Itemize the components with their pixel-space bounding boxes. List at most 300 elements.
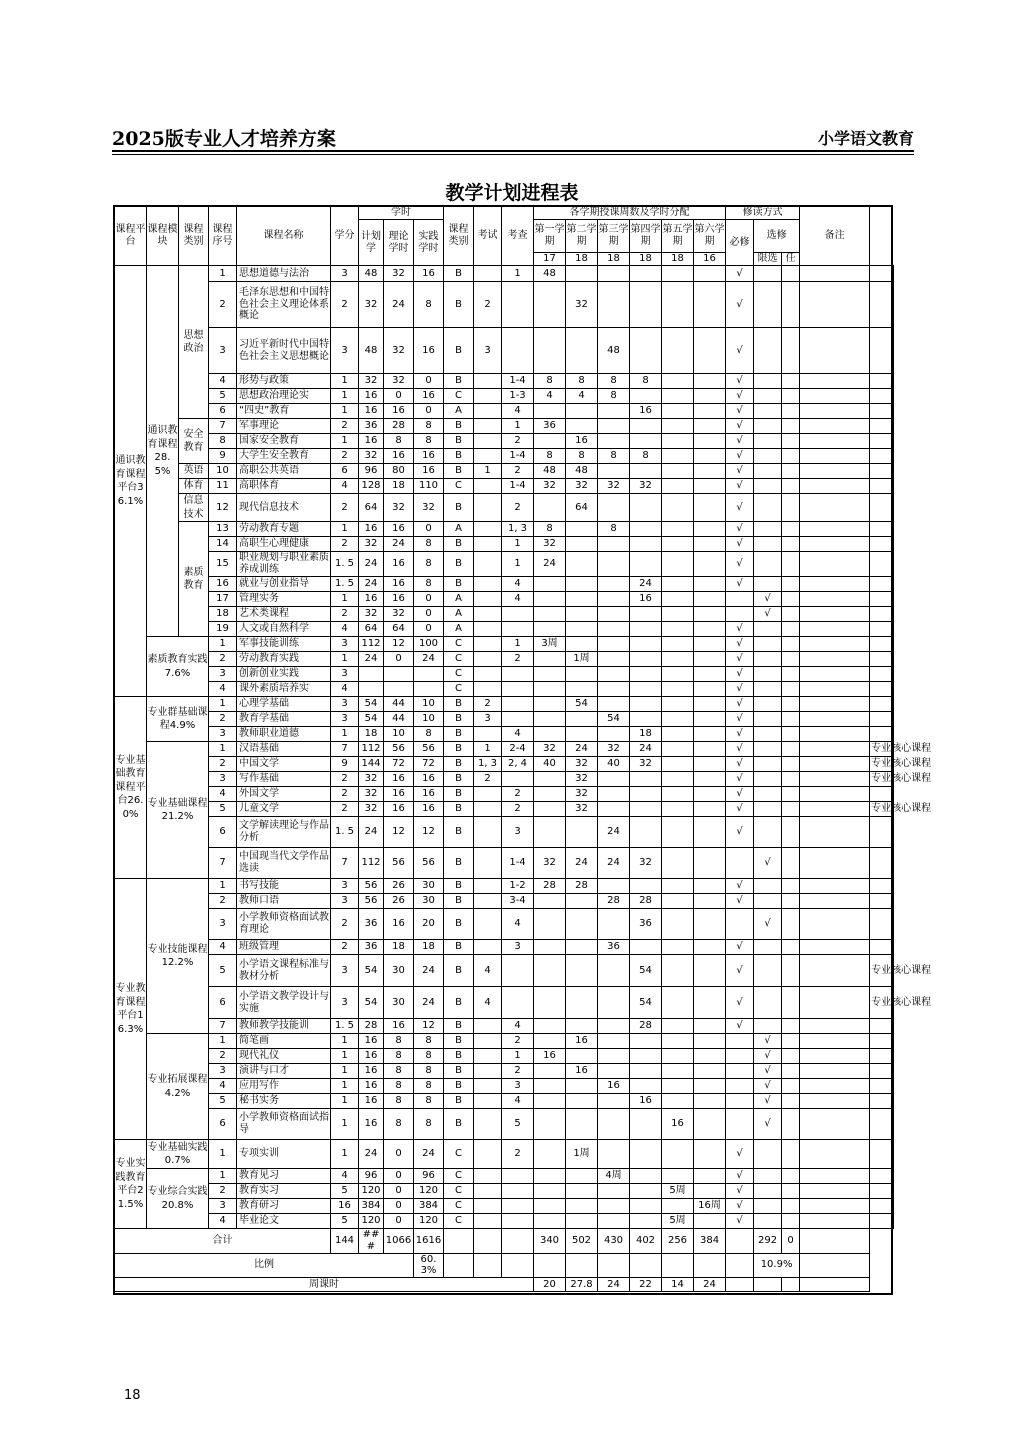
term-hours-cell [534,592,566,607]
check-mark-cell [800,328,870,374]
cell [474,577,502,592]
cell: 8 [414,1034,444,1049]
remark-cell [870,894,894,909]
table-row [115,1199,894,1214]
check-mark-cell [800,742,870,757]
cell: 0 [384,1169,414,1184]
cell: 16 [359,389,384,404]
table-row [115,607,894,622]
term-hours-cell [630,712,662,727]
course-name: 现代礼仪 [237,1049,331,1064]
term-hours-cell [598,1094,630,1109]
check-mark-cell: √ [726,802,754,817]
cell: 28 [384,419,414,434]
cell: 18 [384,940,414,955]
weekly-term: 24 [598,1278,630,1292]
hd-term: 第三学期 [598,220,630,253]
totals-credit: 144 [331,1229,359,1254]
term-hours-cell [598,592,630,607]
cell: 1 [331,404,359,419]
term-hours-cell [694,1049,726,1064]
check-mark-cell [782,1094,800,1109]
term-hours-cell [662,955,694,987]
seq-cell: 4 [209,682,237,697]
check-mark-cell [782,955,800,987]
cell: 384 [359,1199,384,1214]
check-mark-cell [754,522,782,537]
hd-any: 任 [782,253,800,266]
term-hours-cell [534,955,566,987]
term-hours-cell [566,1109,598,1140]
table-row [115,667,894,682]
check-mark-cell [726,848,754,879]
totals-any: 0 [782,1229,800,1254]
cell: 16 [359,404,384,419]
term-hours-cell [566,987,598,1019]
cell: 2 [331,537,359,552]
term-hours-cell: 32 [534,479,566,494]
cell: 2 [331,282,359,328]
check-mark-cell: √ [726,894,754,909]
check-mark-cell [782,940,800,955]
term-hours-cell [694,879,726,894]
remark-cell [870,1169,894,1184]
term-hours-cell [598,404,630,419]
cell: 16 [384,522,414,537]
check-mark-cell [782,266,800,282]
remark-cell [870,848,894,879]
cell: 1 [331,1140,359,1169]
cell: B [444,328,474,374]
term-hours-cell [694,537,726,552]
check-mark-cell [800,266,870,282]
hd-week: 17 [534,253,566,266]
check-mark-cell [782,552,800,577]
course-name: 劳动教育实践 [237,652,331,667]
course-name: 现代信息技术 [237,494,331,522]
cell: 44 [384,697,414,712]
cell [384,667,414,682]
cell: 16 [384,787,414,802]
hd-terms: 各学期授课周数及学时分配 [534,207,726,220]
cell: 24 [359,577,384,592]
cell: 2 [502,652,534,667]
term-hours-cell [598,727,630,742]
cell: 8 [414,1079,444,1094]
course-name: 儿童文学 [237,802,331,817]
term-hours-cell [598,419,630,434]
cell: 4 [502,404,534,419]
table-row [115,389,894,404]
term-hours-cell [630,1214,662,1229]
remark-cell [870,552,894,577]
check-mark-cell [754,537,782,552]
cell [474,637,502,652]
remark-cell [870,1079,894,1094]
check-mark-cell: √ [726,1169,754,1184]
check-mark-cell [782,772,800,787]
cell [474,607,502,622]
cell: 2 [331,494,359,522]
table-row [115,552,894,577]
hd-term: 第二学期 [566,220,598,253]
term-hours-cell [630,697,662,712]
cell: 3 [331,987,359,1019]
check-mark-cell [800,389,870,404]
platform-label: 专业实践教育平台21.5% [115,1140,147,1229]
term-hours-cell [534,328,566,374]
term-hours-cell [662,652,694,667]
seq-cell: 1 [209,879,237,894]
cell: 120 [414,1214,444,1229]
check-mark-cell [782,879,800,894]
check-mark-cell [726,592,754,607]
cell [474,1214,502,1229]
cell: 10 [414,712,444,727]
cell: B [444,1094,474,1109]
check-mark-cell [782,1049,800,1064]
check-mark-cell [754,266,782,282]
cell: 120 [359,1184,384,1199]
course-name: “四史”教育 [237,404,331,419]
term-hours-cell: 8 [566,449,598,464]
term-hours-cell [662,909,694,940]
check-mark-cell: √ [726,742,754,757]
term-hours-cell [662,434,694,449]
course-name: 汉语基础 [237,742,331,757]
cell [359,667,384,682]
term-hours-cell [566,727,598,742]
cell: 3 [331,879,359,894]
term-hours-cell [566,637,598,652]
cell: B [444,552,474,577]
course-name: 秘书实务 [237,1094,331,1109]
remark-cell [870,328,894,374]
course-name: 教育见习 [237,1169,331,1184]
cell: B [444,712,474,727]
term-hours-cell: 24 [598,848,630,879]
page-header [112,124,914,150]
course-name: 就业与创业指导 [237,577,331,592]
course-name: 创新创业实践 [237,667,331,682]
table-row [115,894,894,909]
term-hours-cell [662,712,694,727]
term-hours-cell [662,266,694,282]
cell [474,374,502,389]
term-hours-cell [534,802,566,817]
check-mark-cell: √ [726,434,754,449]
hd-elective: 选修 [754,220,800,253]
term-hours-cell: 28 [630,894,662,909]
remark-cell [870,494,894,522]
check-mark-cell [800,652,870,667]
hd-module: 课程模块 [147,207,179,266]
check-mark-cell [800,727,870,742]
cell [474,848,502,879]
check-mark-cell [782,494,800,522]
term-hours-cell [662,607,694,622]
cell: 0 [384,1199,414,1214]
term-hours-cell [566,404,598,419]
check-mark-cell: √ [726,374,754,389]
cell [474,419,502,434]
term-hours-cell [598,909,630,940]
cell [502,697,534,712]
term-hours-cell [630,802,662,817]
course-name: 书写技能 [237,879,331,894]
term-hours-cell [566,266,598,282]
cell: 8 [414,1109,444,1140]
cell [474,879,502,894]
remark-cell [870,1199,894,1214]
check-mark-cell [782,987,800,1019]
term-hours-cell [598,1199,630,1214]
table-row [115,1064,894,1079]
check-mark-cell: √ [754,1064,782,1079]
platform-label: 通识教育课程平台36.1% [115,266,147,697]
table-row [115,879,894,894]
term-hours-cell [662,802,694,817]
cell: 0 [384,1214,414,1229]
cell: 8 [414,537,444,552]
cell: 4 [331,1169,359,1184]
check-mark-cell: √ [726,552,754,577]
check-mark-cell: √ [726,389,754,404]
term-hours-cell: 28 [534,879,566,894]
hd-week: 16 [694,253,726,266]
course-name: 习近平新时代中国特色社会主义思想概论 [237,328,331,374]
course-name: 毛泽东思想和中国特色社会主义理论体系概论 [237,282,331,328]
remark-cell: 专业核心课程 [870,742,894,757]
cell: 16 [384,449,414,464]
table-row [115,266,894,282]
check-mark-cell [754,1169,782,1184]
term-hours-cell: 32 [630,479,662,494]
cell: B [444,464,474,479]
check-mark-cell [800,1199,870,1214]
check-mark-cell [800,879,870,894]
check-mark-cell [800,374,870,389]
check-mark-cell [782,592,800,607]
check-mark-cell [782,1034,800,1049]
cell: 32 [359,772,384,787]
cell: 2 [502,802,534,817]
course-name: 思想道德与法治 [237,266,331,282]
term-hours-cell [662,757,694,772]
term-hours-cell: 1周 [566,652,598,667]
course-name: 中国文学 [237,757,331,772]
check-mark-cell [782,1064,800,1079]
term-hours-cell: 48 [534,464,566,479]
table-row [115,1184,894,1199]
seq-cell: 13 [209,522,237,537]
cell: 1 [502,552,534,577]
check-mark-cell [800,1169,870,1184]
cell: 4 [502,577,534,592]
table-row [115,449,894,464]
term-hours-cell [630,1049,662,1064]
cell: 16 [359,1109,384,1140]
table-row [115,772,894,787]
cell: 8 [384,1109,414,1140]
cell [474,652,502,667]
totals-practice: 1616 [414,1229,444,1254]
check-mark-cell [754,802,782,817]
check-mark-cell [754,787,782,802]
check-mark-cell: √ [726,652,754,667]
hd-week: 18 [598,253,630,266]
cell: 16 [414,787,444,802]
term-hours-cell [566,909,598,940]
table-row [115,434,894,449]
module-label: 专业群基础课程4.9% [147,697,209,742]
cell: 3-4 [502,894,534,909]
hd-theory: 理论学时 [384,220,414,266]
seq-cell: 6 [209,987,237,1019]
cell: 1 [331,374,359,389]
cell: B [444,742,474,757]
course-name: 劳动教育专题 [237,522,331,537]
cell: 64 [359,622,384,637]
cell: 1. 5 [331,817,359,848]
cell [474,787,502,802]
cell [474,522,502,537]
term-hours-cell: 4周 [598,1169,630,1184]
cell: 32 [359,449,384,464]
cell: 32 [359,282,384,328]
cell: 4 [474,955,502,987]
cell: 1 [331,1034,359,1049]
cell [474,1034,502,1049]
table-row [115,1109,894,1140]
course-name: 教育实习 [237,1184,331,1199]
cell: 16 [414,449,444,464]
table-row [115,848,894,879]
cell: C [444,1140,474,1169]
term-hours-cell: 32 [534,537,566,552]
table-row [115,955,894,987]
cell: 2 [502,464,534,479]
cell [474,1094,502,1109]
weekly-label: 周课时 [115,1278,534,1292]
cell: B [444,940,474,955]
term-hours-cell [694,894,726,909]
term-hours-cell [598,667,630,682]
check-mark-cell [800,1094,870,1109]
cell: 2 [502,434,534,449]
module-label: 专业综合实践20.8% [147,1169,209,1229]
term-hours-cell: 64 [566,494,598,522]
term-hours-cell [630,1169,662,1184]
cell [414,667,444,682]
course-name: 高职生心理健康 [237,537,331,552]
term-hours-cell [694,404,726,419]
remark-cell [870,419,894,434]
totals-elective: 292 [754,1229,782,1254]
table-row [115,742,894,757]
cell: 16 [384,1019,414,1034]
hd-ctype: 课程类别 [444,207,474,266]
check-mark-cell [754,464,782,479]
cell: 48 [359,328,384,374]
check-mark-cell [726,607,754,622]
remark-cell [870,434,894,449]
cell [502,622,534,637]
term-hours-cell [694,787,726,802]
cell: 2, 4 [502,757,534,772]
term-hours-cell [630,817,662,848]
seq-cell: 3 [209,667,237,682]
course-name: 简笔画 [237,1034,331,1049]
term-hours-cell [598,682,630,697]
check-mark-cell [782,479,800,494]
cell: 16 [384,802,414,817]
cell: B [444,1049,474,1064]
course-name: 艺术类课程 [237,607,331,622]
remark-cell: 专业核心课程 [870,772,894,787]
ratio-elective: 10.9% [754,1253,800,1278]
check-mark-cell [754,622,782,637]
term-hours-cell [662,894,694,909]
term-hours-cell [662,419,694,434]
check-mark-cell: √ [726,712,754,727]
cell [474,537,502,552]
term-hours-cell [566,1094,598,1109]
cell: C [444,667,474,682]
table-row [115,697,894,712]
term-hours-cell [662,449,694,464]
cell: 26 [384,894,414,909]
check-mark-cell [782,1079,800,1094]
cell: C [444,682,474,697]
term-hours-cell [694,494,726,522]
cell [474,1199,502,1214]
cell: 18 [414,940,444,955]
table-row [115,987,894,1019]
weekly-term: 22 [630,1278,662,1292]
term-hours-cell [694,419,726,434]
cell: B [444,374,474,389]
term-hours-cell [694,1169,726,1184]
seq-cell: 19 [209,622,237,637]
term-hours-cell: 5周 [662,1214,694,1229]
ratio-practice: 60.3% [414,1253,444,1278]
seq-cell: 12 [209,494,237,522]
term-hours-cell [630,607,662,622]
check-mark-cell [782,464,800,479]
category-label: 思想政治 [179,266,209,419]
cell: 8 [414,552,444,577]
term-hours-cell [662,537,694,552]
term-hours-cell [694,1019,726,1034]
remark-cell [870,607,894,622]
cell: 1, 3 [502,522,534,537]
cell: 16 [331,1199,359,1214]
table-row [115,817,894,848]
check-mark-cell [782,652,800,667]
term-hours-cell [566,328,598,374]
term-hours-cell [662,787,694,802]
term-hours-cell: 54 [598,712,630,727]
remark-cell: 专业核心课程 [870,757,894,772]
check-mark-cell [754,389,782,404]
cell: B [444,879,474,894]
check-mark-cell [800,1184,870,1199]
check-mark-cell: √ [726,987,754,1019]
check-mark-cell [782,848,800,879]
term-hours-cell [598,622,630,637]
remark-cell: 专业核心课程 [870,955,894,987]
